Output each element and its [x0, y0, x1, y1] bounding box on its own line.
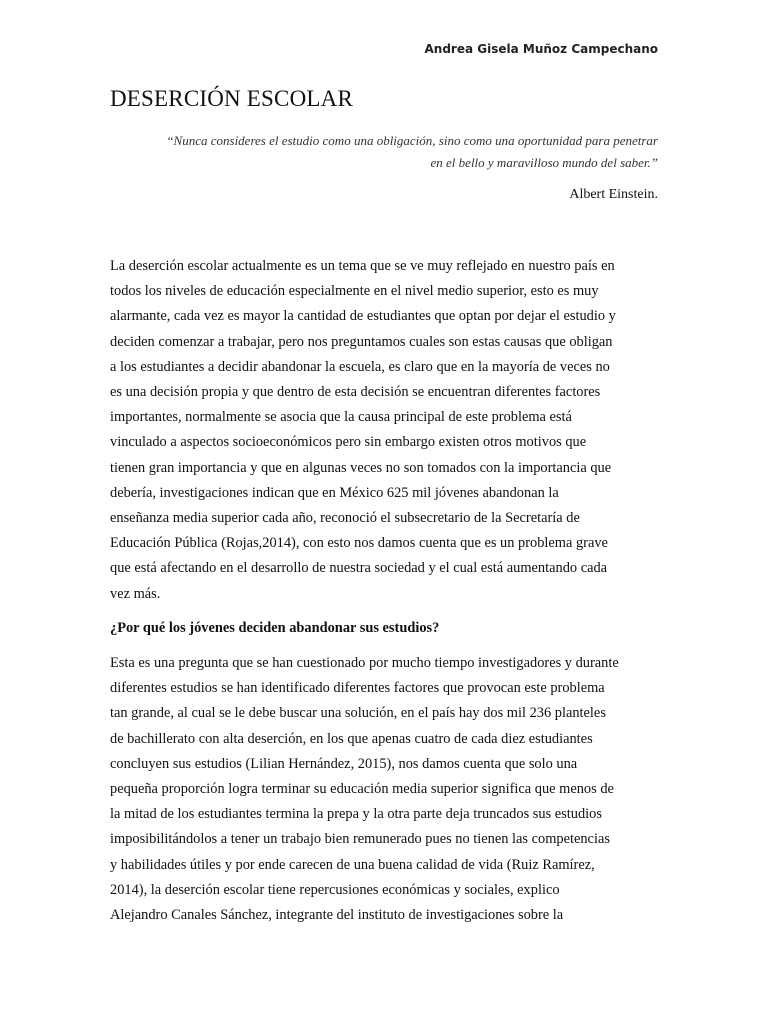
epigraph-quote: [110, 130, 658, 174]
paragraph-line: Alejandro Canales Sánchez, integrante del instituto de investigaciones sobre la: [110, 907, 564, 924]
paragraph-line: tan grande, al cual se le debe buscar una solución, en el país hay dos mil 236 planteles: [110, 705, 606, 722]
section-heading: ¿Por qué los jóvenes deciden abandonar sus estudios?: [110, 620, 440, 636]
paragraph-line: pequeña proporción logra terminar su educación media superior significa que menos de: [110, 781, 614, 798]
paragraph-line: imposibilitándolos a tener un trabajo bien remunerado pues no tienen las competencias: [110, 831, 610, 848]
paragraph-reasons: [110, 651, 658, 928]
paragraph-line: tienen gran importancia y que en algunas veces no son tomados con la importancia que: [110, 459, 612, 476]
header-author: Andrea Gisela Muñoz Campechano: [424, 42, 658, 56]
paragraph-line: deciden comenzar a trabajar, pero nos preguntamos cuales son estas causas que obligan: [110, 333, 613, 350]
paragraph-line: alarmante, cada vez es mayor la cantidad de estudiantes que optan por dejar el estudio y: [110, 308, 616, 325]
paragraph-line: es una decisión propia y que dentro de esta decisión se encuentran diferentes factores: [110, 384, 601, 401]
quote-line: en el bello y maravilloso mundo del saber.”: [430, 155, 658, 170]
paragraph-line: Esta es una pregunta que se han cuestionado por mucho tiempo investigadores y durante: [110, 655, 619, 671]
paragraph-intro: [110, 254, 658, 607]
paragraph-line: La deserción escolar actualmente es un tema que se ve muy reflejado en nuestro país en: [110, 258, 615, 274]
paragraph-line: debería, investigaciones indican que en México 625 mil jóvenes abandonan la: [110, 484, 559, 501]
paragraph-line: todos los niveles de educación especialmente en el nivel medio superior, esto es muy: [110, 283, 599, 300]
paragraph-line: vinculado a aspectos socioeconómicos pero sin embargo existen otros motivos que: [110, 434, 587, 451]
paragraph-line: concluyen sus estudios (Lilian Hernández, 2015), nos damos cuenta que solo una: [110, 755, 578, 772]
paragraph-line: Educación Pública (Rojas,2014), con esto nos damos cuenta que es un problema grave: [110, 535, 608, 552]
paragraph-line: diferentes estudios se han identificado diferentes factores que provocan este problema: [110, 680, 605, 697]
paragraph-line: importantes, normalmente se asocia que la causa principal de este problema está: [110, 409, 572, 426]
paragraph-line: de bachillerato con alta deserción, en los que apenas cuatro de cada diez estudiantes: [110, 730, 593, 747]
paragraph-line: a los estudiantes a decidir abandonar la escuela, es claro que en la mayoría de veces no: [110, 358, 610, 375]
quote-line: “Nunca consideres el estudio como una obligación, sino como una oportunidad para penetrar: [166, 133, 658, 148]
paragraph-line: vez más.: [110, 585, 161, 602]
document-title: DESERCIÓN ESCOLAR: [110, 86, 354, 111]
paragraph-line: 2014), la deserción escolar tiene repercusiones económicas y sociales, explico: [110, 881, 560, 898]
paragraph-line: que está afectando en el desarrollo de nuestra sociedad y el cual está aumentando cada: [110, 560, 608, 577]
paragraph-line: y habilidades útiles y por ende carecen de una buena calidad de vida (Ruiz Ramírez,: [110, 856, 595, 873]
paragraph-line: la mitad de los estudiantes termina la prepa y la otra parte deja truncados sus estudios: [110, 806, 602, 823]
quote-author: Albert Einstein.: [569, 187, 658, 202]
paragraph-line: enseñanza media superior cada año, reconoció el subsecretario de la Secretaría de: [110, 510, 580, 527]
